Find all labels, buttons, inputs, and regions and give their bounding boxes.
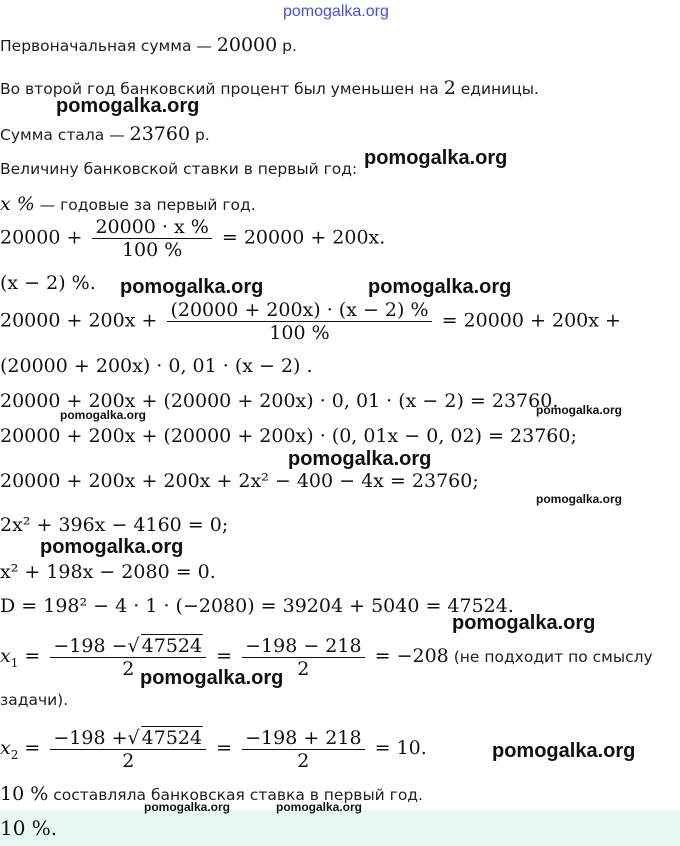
final-answer: 10 %.: [0, 816, 58, 840]
answer-highlight: [0, 810, 680, 846]
equation-second-year: 20000 + 200x + $\frac{(20000 + 200x) \cdot (x - 2) \%}{100 \%}$ = 20000 + 200x +: [0, 299, 621, 344]
watermark[interactable]: pomogalka.org: [288, 448, 432, 470]
fraction-first-year: $\frac{20000 \cdot x \%}{100 \%}$: [92, 216, 211, 261]
line-first-year-rate: Величину банковской ставки в первый год:: [0, 160, 358, 178]
equation-second-year-cont: (20000 + 200x) · 0, 01 · (x − 2) .: [0, 355, 313, 377]
watermark[interactable]: pomogalka.org: [452, 612, 596, 634]
watermark-top[interactable]: pomogalka.org: [283, 3, 389, 20]
watermark[interactable]: pomogalka.org: [364, 147, 508, 169]
equation-first-year: 20000 + $\frac{20000 \cdot x \%}{100 \%}$ = 20000 + 200x.: [0, 216, 386, 261]
watermark[interactable]: pomogalka.org: [536, 403, 623, 417]
watermark[interactable]: pomogalka.org: [144, 800, 231, 814]
fraction-root-1-a: $\frac{-198 -√ 47524}{2}$: [50, 634, 206, 680]
watermark[interactable]: pomogalka.org: [60, 408, 147, 422]
watermark[interactable]: pomogalka.org: [40, 536, 184, 558]
equation-simplified: 20000 + 200x + 200x + 2x² − 400 − 4x = 23760;: [0, 470, 479, 492]
watermark[interactable]: pomogalka.org: [56, 95, 200, 117]
watermark[interactable]: pomogalka.org: [140, 667, 284, 689]
equation-total: 20000 + 200x + (20000 + 200x) · 0, 01 · (x − 2) = 23760.: [0, 390, 559, 412]
equation-root-2: $x_2$ = $\frac{-198 +√ 47524}{2}$ = $\frac{-198 + 218}{2}$ = 10.: [0, 726, 427, 772]
line-second-year-rate: (x − 2) %.: [0, 272, 96, 294]
watermark[interactable]: pomogalka.org: [276, 800, 363, 814]
fraction-root-1-b: $\frac{-198 - 218}{2}$: [242, 635, 364, 680]
watermark[interactable]: pomogalka.org: [120, 276, 264, 298]
watermark[interactable]: pomogalka.org: [492, 740, 636, 762]
fraction-second-year: $\frac{(20000 + 200x) \cdot (x - 2) \%}{100 \%}$: [167, 299, 431, 344]
equation-expanded: 20000 + 200x + (20000 + 200x) · (0, 01x − 0, 02) = 23760;: [0, 425, 577, 447]
watermark[interactable]: pomogalka.org: [536, 492, 623, 506]
line-root-1-rejected: задачи).: [0, 691, 69, 709]
line-conclusion: 10 % составляла банковская ставка в первый год.: [0, 783, 423, 805]
line-x-percent: x % — годовые за первый год.: [0, 193, 256, 215]
line-final-sum: Сумма стала — 23760 р.: [0, 123, 210, 145]
equation-quadratic: 2x² + 396x − 4160 = 0;: [0, 514, 229, 536]
fraction-root-2-a: $\frac{-198 +√ 47524}{2}$: [50, 726, 206, 772]
fraction-root-2-b: $\frac{-198 + 218}{2}$: [242, 727, 364, 772]
watermark[interactable]: pomogalka.org: [368, 276, 512, 298]
equation-root-1: $x_1$ = $\frac{-198 -√ 47524}{2}$ = $\frac{-198 - 218}{2}$ = −208 (не подходит по смыслу: [0, 634, 653, 680]
line-rate-reduced: Во второй год банковский процент был уменьшен на 2 единицы.: [0, 77, 539, 99]
line-initial-sum: Первоначальная сумма — 20000 р.: [0, 34, 297, 56]
equation-discriminant: D = 198² − 4 · 1 · (−2080) = 39204 + 5040 = 47524.: [0, 595, 514, 617]
equation-quadratic-reduced: x² + 198x − 2080 = 0.: [0, 561, 216, 583]
